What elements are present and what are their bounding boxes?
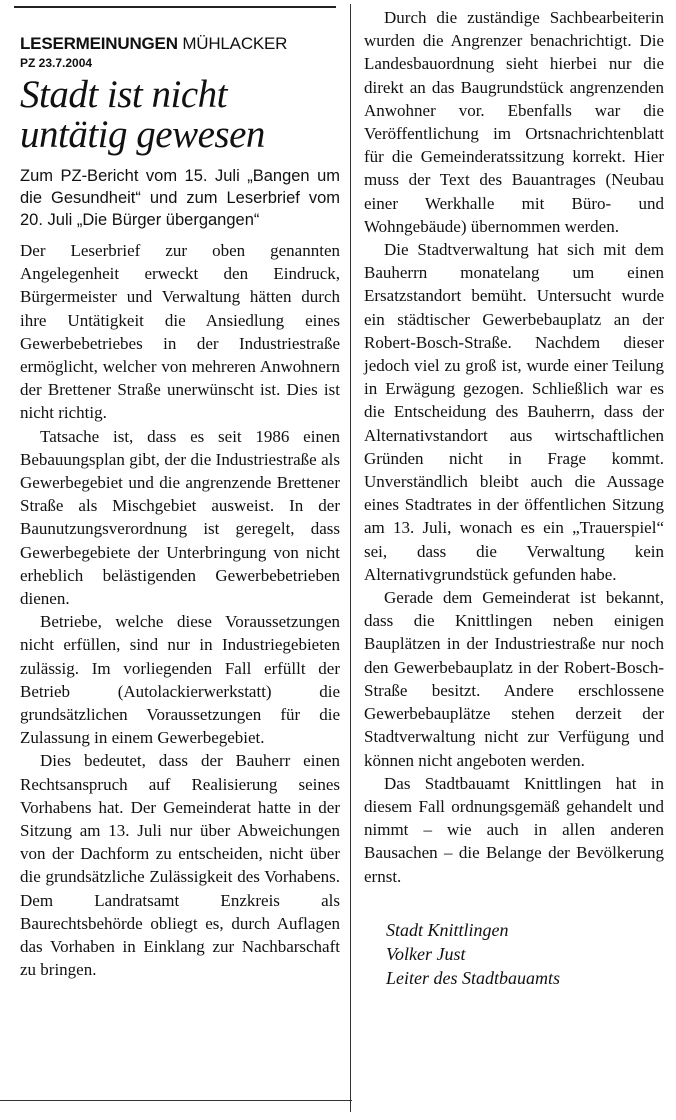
paragraph-left-4: Dies bedeutet, dass der Bauherr einen Rechtsanspruch auf Realisierung seines Vorhabens hat. Der Gemeinderat hatte in der Sitzung am 13. Juli nur über Abweichungen von der Dachform zu entscheiden, nicht über die grundsätzliche Zulässigkeit des Vorhabens. Dem Landratsamt Enzkreis als Baurechtsbehörde obliegt es, durch Auflagen das Vorhaben in Einklang zur Nachbarschaft zu bringen. bbox=[20, 751, 340, 980]
bottom-rule bbox=[0, 1100, 352, 1101]
section-label-bold: LESERMEINUNGEN bbox=[20, 34, 178, 53]
right-column bbox=[364, 6, 664, 990]
paragraph-right-1: Durch die zuständige Sachbearbeiterin wurden die Angrenzer benachrichtigt. Die Landesbauordnung sieht hierbei nur die direkt an das Baugrundstück angrenzenden Anwohner vor. Ebenfalls war die Veröffentlichung im Ortsnachrichtenblatt für die Gemeinderatssitzung korrekt. Hier muss der Text des Bauantrages (Neubau einer Werkhalle mit Büro- und Wohngebäude) übernommen werden. bbox=[364, 8, 664, 236]
paragraph-left-2: Tatsache ist, dass es seit 1986 einen Bebauungsplan gibt, der die Industriestraße als Gewerbegebiet und die angrenzende Brettener Straße als Mischgebiet ausweist. In der Baunutzungsverordnung ist geregelt, dass Gewerbegebiete der Unterbringung von nicht erheblich belästigenden Gewerbebetrieben dienen. bbox=[20, 426, 340, 609]
left-column bbox=[20, 34, 340, 982]
signature-organization: Stadt Knittlingen bbox=[386, 919, 509, 940]
dateline: PZ 23.7.2004 bbox=[20, 56, 93, 70]
headline bbox=[20, 75, 340, 155]
intro-reference: Zum PZ-Bericht vom 15. Juli „Bangen um die Gesundheit“ und zum Leserbrief vom 20. Juli „Die Bürger übergangen“ bbox=[20, 167, 340, 229]
column-divider bbox=[350, 4, 351, 1112]
signature-name: Volker Just bbox=[386, 943, 466, 964]
section-label bbox=[20, 34, 340, 54]
top-rule bbox=[14, 6, 336, 8]
headline-line-2: untätig gewesen bbox=[20, 113, 265, 156]
paragraph-right-3: Gerade dem Gemeinderat ist bekannt, dass die Knittlingen neben einigen Bauplätzen in der Industriestraße nur noch den Gewerbebauplatz in der Robert-Bosch-Straße besitzt. Andere erschlossene Gewerbebauplätze stehen derzeit der Stadtverwaltung nicht zur Verfügung und können nicht angeboten werden. bbox=[364, 588, 664, 770]
headline-line-1: Stadt ist nicht bbox=[20, 73, 227, 116]
paragraph-right-4: Das Stadtbauamt Knittlingen hat in diesem Fall ordnungsgemäß gehandelt und nimmt – wie auch in allen anderen Bausachen – die Belange der Bevölkerung ernst. bbox=[364, 773, 664, 886]
paragraph-left-3: Betriebe, welche diese Voraussetzungen nicht erfüllen, sind nur in Industriegebieten zulässig. Im vorliegenden Fall erfüllt der Betrieb (Autolackierwerkstatt) die grundsätzlichen Voraussetzungen für die Zulassung in einem Gewerbegebiet. bbox=[20, 612, 340, 748]
paragraph-right-2: Die Stadtverwaltung hat sich mit dem Bauherrn monatelang um einen Ersatzstandort bemüht. Untersucht wurde ein städtischer Gewerbebauplatz an der Robert-Bosch-Straße. Nachdem dieser jedoch viel zu groß ist, wurde einer Teilung in Erwägung gezogen. Schließlich war es die Entscheidung des Bauherrn, dass der Alternativstandort aus wirtschaftlichen Gründen nicht in Frage kommt. Unverständlich bleibt auch die Aussage eines Stadtrates in der öffentlichen Sitzung am 13. Juli, wonach es ein „Trauerspiel“ sei, dass die Verwaltung kein Alternativgrundstück gefunden habe. bbox=[364, 240, 664, 584]
section-label-rest: MÜHLACKER bbox=[182, 34, 288, 53]
signature-title: Leiter des Stadtbauamts bbox=[386, 967, 560, 988]
signature-block bbox=[364, 918, 664, 990]
paragraph-left-1: Der Leserbrief zur oben genannten Angelegenheit erweckt den Eindruck, Bürgermeister und Verwaltung hätten durch ihre Untätigkeit die Ansiedlung eines Gewerbebetriebes in der Industriestraße ermöglicht, welcher von mehreren Anwohnern der Brettener Straße unerwünscht ist. Dies ist nicht richtig. bbox=[20, 241, 340, 423]
